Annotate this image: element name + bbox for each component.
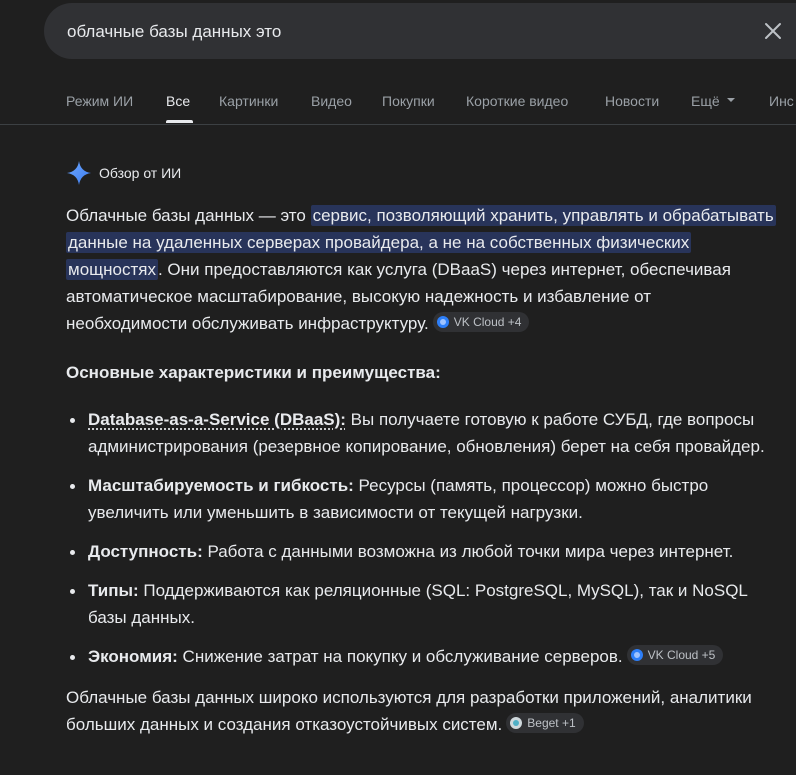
tab-images[interactable]: Картинки bbox=[219, 93, 279, 109]
tab-ai-mode[interactable]: Режим ИИ bbox=[66, 93, 134, 109]
tab-all[interactable]: Все bbox=[166, 93, 191, 109]
feature-term: Доступность: bbox=[88, 542, 203, 561]
vk-cloud-favicon-icon bbox=[631, 649, 643, 661]
tab-videos[interactable]: Видео bbox=[311, 93, 352, 109]
closing-text: Облачные базы данных широко используются для разработки приложений, аналитики больших данных и создания отказоустойчивых систем. bbox=[66, 688, 752, 734]
vk-cloud-favicon-icon bbox=[437, 316, 449, 328]
feature-text: Работа с данными возможна из любой точки мира через интернет. bbox=[202, 542, 734, 561]
tab-news[interactable]: Новости bbox=[605, 93, 660, 109]
list-item bbox=[88, 406, 776, 460]
closing-paragraph bbox=[66, 684, 776, 738]
tab-tools[interactable]: Инс bbox=[769, 93, 794, 109]
tab-shopping[interactable]: Покупки bbox=[382, 93, 435, 109]
ai-overview-header bbox=[66, 160, 181, 186]
close-icon bbox=[763, 21, 783, 41]
tab-short-videos[interactable]: Короткие видео bbox=[466, 93, 569, 109]
feature-term: Масштабируемость и гибкость: bbox=[88, 476, 354, 495]
tab-more-label: Ещё bbox=[691, 93, 720, 109]
list-item bbox=[88, 538, 776, 565]
search-bar[interactable] bbox=[44, 3, 796, 59]
highlighted-definition[interactable]: сервис, позволяющий хранить, управлять и обрабатывать данные на удаленных серверах провайдера, а не на собственных физических мощностях bbox=[68, 206, 774, 279]
sparkle-icon bbox=[66, 160, 92, 186]
feature-term-link[interactable]: Database-as-a-Service (DBaaS): bbox=[88, 410, 346, 429]
source-chip-label: VK Cloud +5 bbox=[647, 648, 716, 662]
features-list bbox=[66, 406, 776, 670]
feature-text: Поддерживаются как реляционные (SQL: PostgreSQL, MySQL), так и NoSQL базы данных. bbox=[88, 581, 748, 627]
source-chip-label: Beget +1 bbox=[527, 716, 576, 730]
clear-search-button[interactable] bbox=[763, 21, 783, 41]
intro-text-start: Облачные базы данных — это bbox=[66, 206, 311, 225]
feature-term: Экономия: bbox=[88, 647, 178, 666]
search-tabs bbox=[0, 84, 796, 125]
list-item bbox=[88, 472, 776, 526]
feature-text: Ресурсы (память, процессор) можно быстро увеличить или уменьшить в зависимости от текущей нагрузки. bbox=[88, 476, 709, 522]
feature-text: Вы получаете готовую к работе СУБД, где вопросы администрирования (резервное копирование, обновления) берет на себя провайдер. bbox=[88, 410, 765, 456]
ai-overview-content bbox=[66, 202, 776, 738]
list-item bbox=[88, 577, 776, 631]
source-chip-vkcloud[interactable] bbox=[433, 312, 530, 332]
source-chip-label: VK Cloud +4 bbox=[453, 315, 522, 329]
section-title: Основные характеристики и преимущества: bbox=[66, 363, 441, 382]
beget-favicon-icon bbox=[510, 717, 522, 729]
active-tab-indicator bbox=[166, 120, 193, 123]
list-item bbox=[88, 643, 776, 670]
tab-more[interactable] bbox=[691, 93, 735, 109]
intro-text-end: . Они предоставляются как услуга (DBaaS) через интернет, обеспечивая автоматическое масштабирование, высокую надежность и избавление от необходимости обслуживать инфраструктуру. bbox=[66, 260, 731, 333]
source-chip-vkcloud[interactable] bbox=[627, 645, 724, 665]
source-chip-beget[interactable] bbox=[506, 713, 583, 733]
feature-text: Снижение затрат на покупку и обслуживание серверов. bbox=[177, 647, 623, 666]
intro-paragraph bbox=[66, 202, 776, 337]
chevron-down-icon bbox=[727, 98, 735, 102]
search-input[interactable]: облачные базы данных это bbox=[67, 22, 282, 41]
ai-overview-title: Обзор от ИИ bbox=[99, 165, 182, 181]
feature-term: Типы: bbox=[88, 581, 139, 600]
